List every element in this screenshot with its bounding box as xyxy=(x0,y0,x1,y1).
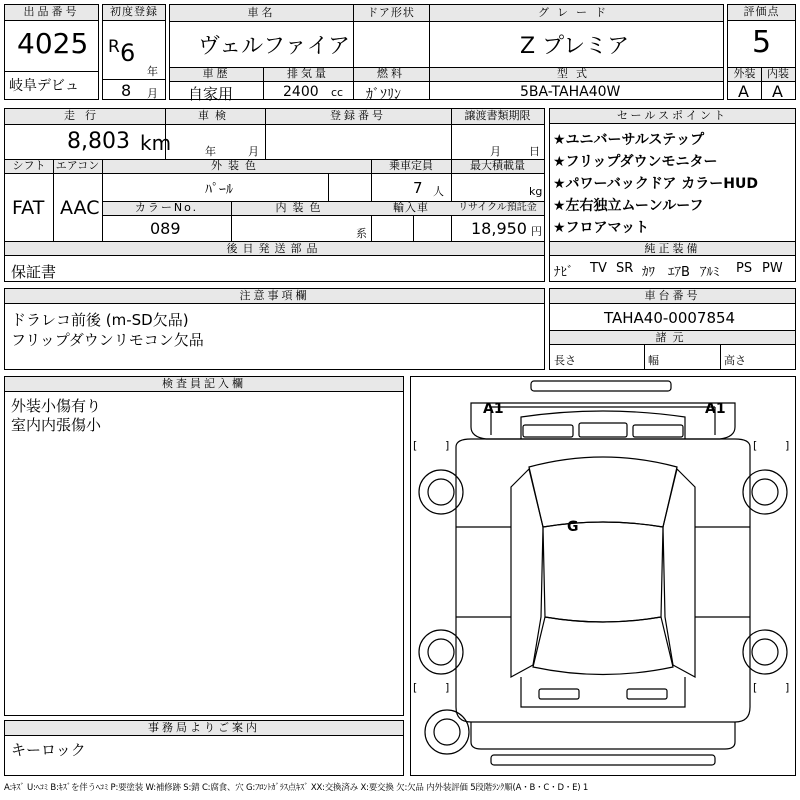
reg-month: 8 xyxy=(121,81,132,100)
year-unit: 年 xyxy=(147,65,158,78)
bracket-close: ] xyxy=(785,681,790,694)
grade-value: Z プレミア xyxy=(520,34,630,59)
reg-year: 6 xyxy=(120,39,136,67)
first-registration-box xyxy=(102,4,166,100)
length-label: 長さ xyxy=(554,354,576,367)
history-value: 自家用 xyxy=(188,85,234,103)
damage-mark-front-left: A1 xyxy=(483,401,504,417)
color-no-label: カラーNo. xyxy=(134,201,199,214)
history-label: 車歴 xyxy=(202,67,231,80)
sales-point-item: ★フリップダウンモニター xyxy=(553,154,718,170)
inspector-box xyxy=(4,376,404,716)
ac-label: エアコン xyxy=(55,159,100,172)
bracket-open: [ xyxy=(753,681,758,694)
mileage-label: 走行 xyxy=(64,109,106,122)
ext-color-value: ﾊﾟｰﾙ xyxy=(205,182,233,198)
office-label: 事務局よりご案内 xyxy=(5,721,403,736)
spec-box xyxy=(4,108,545,282)
chassis-label: 車台番号 xyxy=(550,289,795,304)
notes-line: ドラレコ前後 (m-SD欠品) xyxy=(11,311,189,329)
car-name-label: 車名 xyxy=(247,6,276,19)
fuel-label: 燃料 xyxy=(377,67,405,80)
equipment-item: ｴｱB xyxy=(668,265,690,280)
sales-points-box xyxy=(549,108,796,282)
model-label: 型式 xyxy=(557,67,595,80)
later-value: 保証書 xyxy=(11,263,57,281)
dimensions-label: 諸元 xyxy=(550,331,795,345)
listing-number: 4025 xyxy=(17,27,89,60)
bracket-close: ] xyxy=(445,681,450,694)
bracket-close: ] xyxy=(445,439,450,452)
reg-no-label: 登録番号 xyxy=(330,109,386,122)
load-unit: kg xyxy=(529,185,543,198)
listing-number-box xyxy=(4,4,99,100)
transfer-label: 譲渡書類期限 xyxy=(464,109,531,122)
month-unit: 月 xyxy=(147,87,158,100)
fuel-value: ｶﾞｿﾘﾝ xyxy=(366,87,401,103)
car-name: ヴェルファイア xyxy=(198,34,351,59)
sales-point-item: ★フロアマット xyxy=(553,220,649,236)
shift-label: シフト xyxy=(12,159,46,172)
sales-point-item: ★左右独立ムーンルーフ xyxy=(553,198,704,214)
recycle-label: リサイクル預託金 xyxy=(458,202,537,213)
sales-points-label: セールスポイント xyxy=(550,109,795,124)
transfer-day-unit: 日 xyxy=(529,145,540,158)
model-value: 5BA-TAHA40W xyxy=(520,84,621,100)
int-color-label: 内装色 xyxy=(275,201,327,214)
mileage-unit: km xyxy=(140,131,172,155)
inspection-label: 車検 xyxy=(198,109,232,122)
capacity-unit: 人 xyxy=(433,185,444,198)
office-text: キーロック xyxy=(11,741,86,759)
damage-mark-windshield: G xyxy=(567,519,579,535)
equipment-item: ｱﾙﾐ xyxy=(700,265,720,280)
car-diagram-box xyxy=(410,376,796,776)
displacement-value: 2400 xyxy=(283,84,319,100)
inspector-label: 検査員記入欄 xyxy=(5,377,403,392)
inspector-line: 室内内張傷小 xyxy=(11,416,102,434)
sales-point-item: ★パワーバックドア カラーHUD xyxy=(553,176,759,192)
chassis-box xyxy=(549,288,796,370)
mileage-value: 8,803 xyxy=(67,129,130,154)
equipment-item: PW xyxy=(762,261,783,276)
equipment-item: PS xyxy=(736,261,753,276)
equipment-item: TV xyxy=(590,261,607,276)
inspection-year-unit: 年 xyxy=(205,145,216,158)
equipment-item: SR xyxy=(616,261,634,276)
interior-label: 内装 xyxy=(767,67,789,80)
capacity-label: 乗車定員 xyxy=(389,159,433,172)
int-color-unit: 系 xyxy=(356,227,367,240)
car-diagram xyxy=(411,377,795,775)
exterior-value: A xyxy=(738,82,749,101)
recycle-unit: 円 xyxy=(531,225,542,238)
score-box xyxy=(727,4,796,100)
office-box xyxy=(4,720,404,776)
equipment-item: ﾅﾋﾞ xyxy=(554,265,574,280)
bracket-open: [ xyxy=(413,439,418,452)
import-label: 輸入車 xyxy=(393,201,429,214)
sales-point-item: ★ユニバーサルステップ xyxy=(553,132,705,148)
capacity-value: 7 xyxy=(413,179,423,197)
bracket-open: [ xyxy=(413,681,418,694)
legend: A:ｷｽﾞ U:ﾍｺﾐ B:ｷｽﾞを伴うﾍｺﾐ P:要塗装 W:補修跡 S:錆 C:腐食、穴 G:ﾌﾛﾝﾄｶﾞﾗｽ点ｷｽﾞ XX:交換済み X:要交換 欠:欠品 内外装評価 5段階ﾗﾝｸ順(A・B・C・D・E) 1 xyxy=(4,783,589,793)
color-no-value: 089 xyxy=(150,219,181,238)
load-label: 最大積載量 xyxy=(470,159,525,172)
bracket-close: ] xyxy=(785,439,790,452)
vehicle-header-box xyxy=(169,4,724,103)
shift-value: FAT xyxy=(12,197,45,219)
recycle-value: 18,950 xyxy=(471,219,527,238)
notes-line: フリップダウンリモコン欠品 xyxy=(11,331,204,349)
width-label: 幅 xyxy=(648,354,659,367)
interior-value: A xyxy=(772,82,783,101)
bracket-open: [ xyxy=(753,439,758,452)
ac-value: AAC xyxy=(60,197,100,219)
notes-label: 注意事項欄 xyxy=(5,289,544,304)
inspector-line: 外装小傷有り xyxy=(11,397,102,415)
listing-tag: 岐阜デビュ xyxy=(9,78,79,94)
listing-number-label: 出品番号 xyxy=(5,5,98,21)
exterior-label: 外装 xyxy=(733,67,756,80)
displacement-unit: cc xyxy=(331,86,344,99)
first-reg-label: 初度登録 xyxy=(103,5,165,21)
inspection-month-unit: 月 xyxy=(248,145,259,158)
equipment-item: ｶﾜ xyxy=(642,265,655,280)
score-value: 5 xyxy=(752,25,772,60)
ext-color-label: 外装色 xyxy=(211,159,262,172)
later-label: 後日発送部品 xyxy=(5,242,544,256)
displacement-label: 排気量 xyxy=(287,67,329,80)
height-label: 高さ xyxy=(724,354,746,367)
score-label: 評価点 xyxy=(728,5,795,21)
chassis-number: TAHA40-0007854 xyxy=(604,309,736,327)
door-label: ドア形状 xyxy=(367,6,415,19)
damage-mark-front-right: A1 xyxy=(705,401,726,417)
transfer-month-unit: 月 xyxy=(490,145,501,158)
notes-box xyxy=(4,288,545,370)
equipment-label: 純正装備 xyxy=(550,242,795,256)
era: R xyxy=(108,37,120,57)
grade-label: グレード xyxy=(538,6,614,19)
